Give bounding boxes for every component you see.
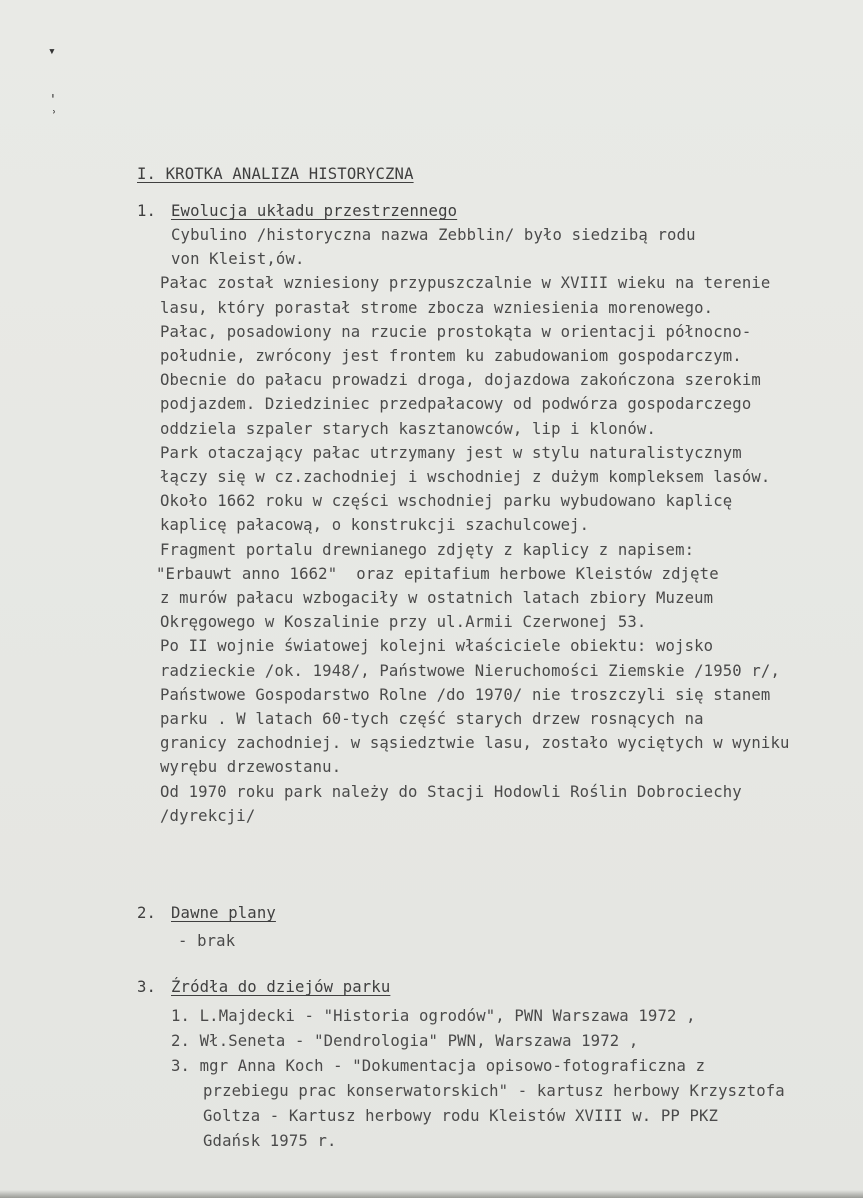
s1-line: /dyrekcji/	[160, 806, 256, 825]
s3-line: przebiegu prac konserwatorskich" - kartusz herbowy Krzysztofa	[203, 1082, 785, 1100]
s1-line: granicy zachodniej. w sąsiedztwie lasu, zostało wyciętych w wyniku	[160, 734, 790, 753]
s3-line: 3. mgr Anna Koch - "Dokumentacja opisowo-fotograficzna z	[171, 1057, 706, 1075]
s1-line: oddziela szpaler starych kasztanowców, lip i klonów.	[160, 419, 656, 438]
section-title: I. KROTKA ANALIZA HISTORYCZNA	[137, 165, 414, 183]
page-bottom-edge	[0, 1190, 863, 1198]
s1-line: Około 1662 roku w części wschodniej parku wybudowano kaplicę	[160, 492, 733, 511]
s1-line: lasu, który porastał strome zbocza wzniesienia morenowego.	[160, 298, 714, 317]
margin-mark: '	[49, 93, 57, 108]
s1-line: Park otaczający pałac utrzymany jest w stylu naturalistycznym	[160, 443, 742, 462]
s1-heading: Ewolucja układu przestrzennego	[171, 202, 458, 220]
s1-line: Państwowe Gospodarstwo Rolne /do 1970/ nie troszczyli się stanem	[160, 685, 771, 704]
s2-line: - brak	[178, 932, 236, 950]
s1-line: kaplicę pałacową, o konstrukcji szachulcowej.	[160, 516, 590, 535]
s1-line: "Erbauwt anno 1662" oraz epitafium herbowe Kleistów zdjęte	[156, 564, 719, 583]
s1-line: łączy się w cz.zachodniej i wschodniej z dużym kompleksem lasów.	[160, 468, 771, 486]
s1-line: Obecnie do pałacu prowadzi droga, dojazdowa zakończona szerokim	[160, 371, 761, 390]
s1-line: Cybulino /historyczna nazwa Zebblin/ było siedzibą rodu	[171, 226, 696, 244]
s2-number: 2.	[137, 904, 157, 922]
s3-heading: Źródła do dziejów parku	[171, 978, 391, 996]
s3-line: Gdańsk 1975 r.	[203, 1132, 337, 1150]
s1-line: Od 1970 roku park należy do Stacji Hodowli Roślin Dobrociechy	[160, 782, 742, 801]
s1-line: Pałac, posadowiony na rzucie prostokąta w orientacji północno-	[160, 322, 752, 341]
s1-line: parku . W latach 60-tych część starych drzew rosnących na	[160, 710, 704, 728]
margin-mark: ▾	[48, 44, 56, 59]
s2-heading: Dawne plany	[171, 904, 276, 922]
s3-number: 3.	[137, 978, 157, 996]
s1-line: radzieckie /ok. 1948/, Państwowe Nieruchomości Ziemskie /1950 r/,	[160, 661, 780, 680]
s1-line: południe, zwrócony jest frontem ku zabudowaniom gospodarczym.	[160, 347, 742, 365]
s3-line: 2. Wł.Seneta - "Dendrologia" PWN, Warszawa 1972 ,	[171, 1032, 639, 1050]
s1-line: Fragment portalu drewnianego zdjęty z kaplicy z napisem:	[160, 540, 695, 559]
s1-line: podjazdem. Dziedziniec przedpałacowy od podwórza gospodarczego	[160, 395, 752, 414]
s3-line: 1. L.Majdecki - "Historia ogrodów", PWN Warszawa 1972 ,	[171, 1007, 696, 1025]
s1-line: Okręgowego w Koszalinie przy ul.Armii Czerwonej 53.	[160, 613, 647, 632]
margin-mark: ˒	[50, 106, 58, 121]
s3-line: Goltza - Kartusz herbowy rodu Kleistów XVIII w. PP PKZ	[203, 1107, 719, 1125]
s1-line: wyrębu drzewostanu.	[160, 758, 342, 777]
s1-line: von Kleist,ów.	[171, 250, 305, 269]
s1-number: 1.	[137, 202, 157, 220]
s1-line: Pałac został wzniesiony przypuszczalnie w XVIII wieku na terenie	[160, 274, 771, 293]
s1-line: Po II wojnie światowej kolejni właściciele obiektu: wojsko	[160, 637, 714, 656]
s1-line: z murów pałacu wzbogaciły w ostatnich latach zbiory Muzeum	[160, 589, 714, 607]
